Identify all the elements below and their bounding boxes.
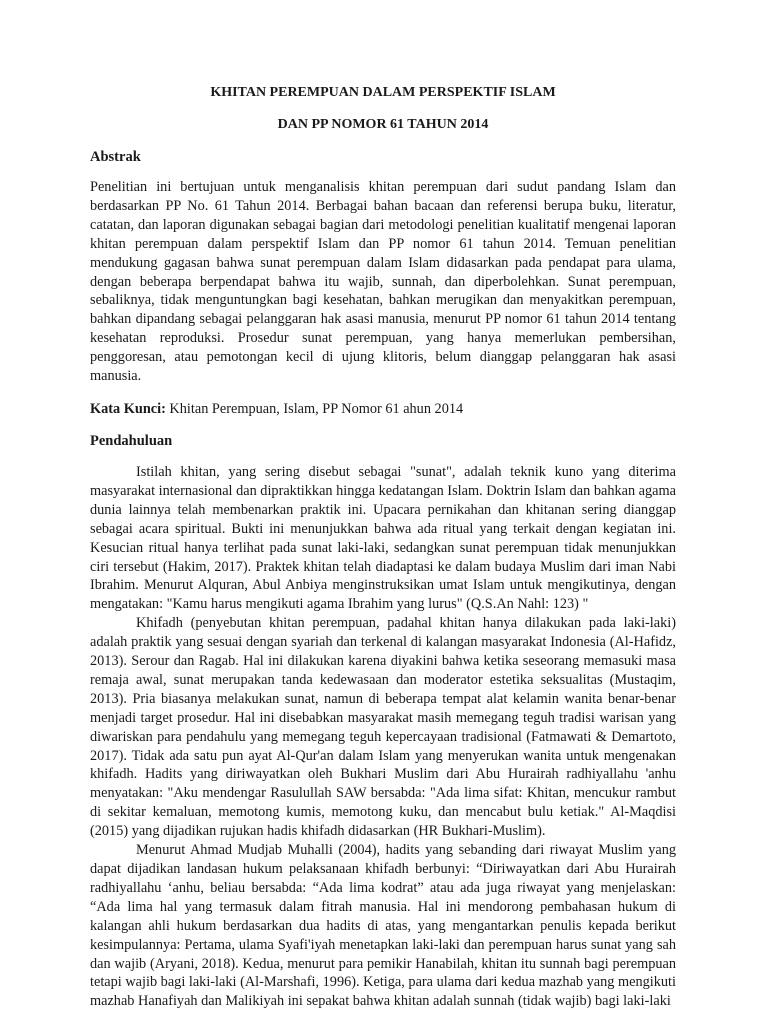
document-title-line1: KHITAN PEREMPUAN DALAM PERSPEKTIF ISLAM: [210, 85, 556, 100]
intro-paragraph-3: Menurut Ahmad Mudjab Muhalli (2004), hadits yang sebanding dari riwayat Muslim yang dapat dijadikan landasan hukum pelaksanaan khifadh berbunyi: “Diriwayatkan dari Abu Hurairah radhiyallahu ‘anhu, beliau bersabda: “Ada lima kodrat” atau ada juga riwayat yang menjelaskan: “Ada lima hal yang termasuk dalam fitrah manusia. Hal ini mendorong pembahasan hukum di kalangan ahli hukum berdasarkan dua hadits di atas, yang mengantarkan penulis kepada berikut kesimpulannya: Pertama, ulama Syafi'iyah menetapkan laki-laki dan perempuan harus sunat yang sah dan wajib (Aryani, 2018). Kedua, menurut para pemikir Hanabilah, khitan itu sunnah bagi perempuan tetapi wajib bagi laki-laki (Al-Marshafi, 1996). Ketiga, para ulama dari kedua mazhab yang mengikuti mazhab Hanafiyah dan Malikiyah ini sepakat bahwa khitan adalah sunnah (tidak wajib) bagi laki-laki: [90, 842, 676, 1010]
abstract-heading: Abstrak: [90, 149, 141, 165]
document-title-line2: DAN PP NOMOR 61 TAHUN 2014: [277, 117, 489, 132]
keywords-text: Khitan Perempuan, Islam, PP Nomor 61 ahun 2014: [165, 400, 464, 417]
intro-paragraph-1: Istilah khitan, yang sering disebut sebagai "sunat", adalah teknik kuno yang diterima masyarakat internasional dan dipraktikkan hingga kedatangan Islam. Doktrin Islam dan bahkan agama dunia lainnya telah membenarkan praktik ini. Upacara pernikahan dan khitanan sering dianggap sebagai acara spiritual. Bukti ini menunjukkan bahwa ada ritual yang terkait dengan kegiatan ini. Kesucian ritual hanya terlihat pada sunat laki-laki, sedangkan sunat perempuan tidak menunjukkan ciri tersebut (Hakim, 2017). Praktek khitan telah diadaptasi ke dalam budaya Muslim dari iman Nabi Ibrahim. Menurut Alquran, Abul Anbiya menginstruksikan umat Islam untuk mengikutinya, dengan mengatakan: "Kamu harus mengikuti agama Ibrahim yang lurus" (Q.S.An Nahl: 123) ": [90, 463, 676, 613]
keywords-line: [90, 400, 676, 419]
intro-heading: Pendahuluan: [90, 432, 173, 449]
abstract-text: Penelitian ini bertujuan untuk menganalisis khitan perempuan dari sudut pandang Islam dan berdasarkan PP No. 61 Tahun 2014. Berbagai bahan bacaan dan referensi berupa buku, literatur, catatan, dan laporan digunakan sebagai bagian dari metodologi penelitian kualitatif mengenai laporan khitan perempuan dalam perspektif Islam dan PP nomor 61 tahun 2014. Temuan penelitian mendukung gagasan bahwa sunat perempuan dalam Islam didasarkan pada pendapat para ulama, dengan beberapa berpendapat bahwa itu wajib, sunnah, dan diperbolehkan. Sunat perempuan, sebaliknya, tidak menguntungkan bagi kesehatan, bahkan merugikan dan menyakitkan perempuan, bahkan dipandang sebagai pelanggaran hak asasi manusia, menurut PP nomor 61 tahun 2014 tentang kesehatan reproduksi. Prosedur sunat perempuan, yang hanya memerlukan pembersihan, penggoresan, atau pemotongan kecil di ujung klitoris, belum dianggap pelanggaran hak asasi manusia.: [90, 179, 676, 385]
intro-paragraph-2: Khifadh (penyebutan khitan perempuan, padahal khitan hanya dilakukan pada laki-laki) adalah praktik yang sesuai dengan syariah dan terkenal di kalangan masyarakat Indonesia (Al-Hafidz, 2013). Serour dan Ragab. Hal ini dilakukan karena diyakini bahwa ketika seseorang memasuki masa remaja awal, sunat merupakan tanda kedewasaan dan moderator estetika seksualitas (Mustaqim, 2013). Pria biasanya melakukan sunat, namun di beberapa tempat alat kelamin wanita benar-benar menjadi target prosedur. Hal ini disebabkan masyarakat masih memegang teguh tradisi warisan yang diwariskan para pendahulu yang memegang teguh kepercayaan tradisional (Fatmawati & Demartoto, 2017). Tidak ada satu pun ayat Al-Qur'an dalam Islam yang menyerukan wanita untuk mengenakan khifadh. Hadits yang diriwayatkan oleh Bukhari Muslim dari Abu Hurairah radhiyallahu 'anhu menyatakan: "Aku mendengar Rasulullah SAW bersabda: "Ada lima sifat: Khitan, mencukur rambut di sekitar kemaluan, memotong kumis, memotong kuku, dan mencabut bulu ketiak." Al-Maqdisi (2015) yang dijadikan rujukan hadis khifadh didasarkan (HR Bukhari-Muslim).: [90, 615, 676, 840]
keywords-label: Kata Kunci:: [90, 400, 166, 417]
